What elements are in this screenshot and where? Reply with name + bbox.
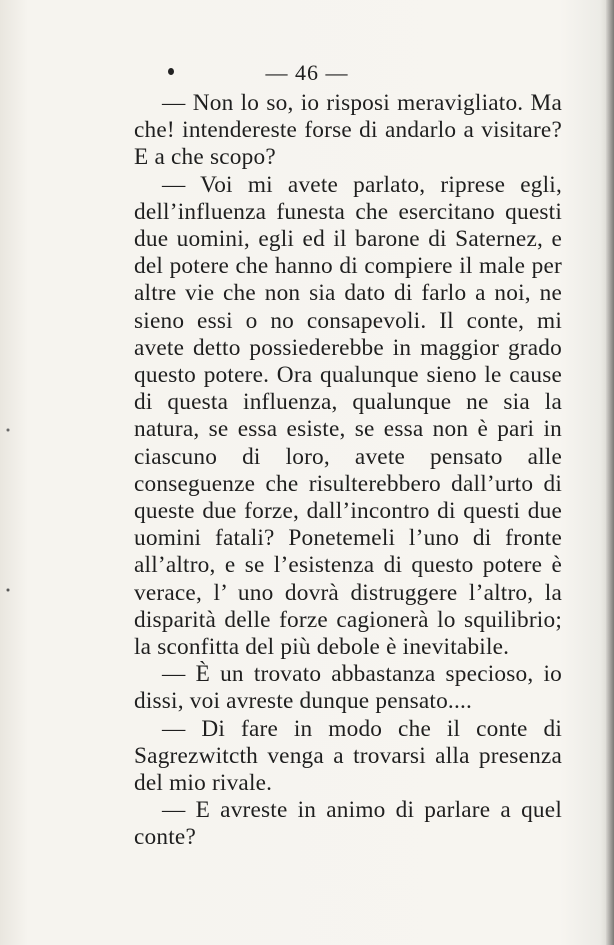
page-number: — 46 — <box>265 60 349 85</box>
paragraph: — Voi mi avete parlato, riprese egli, dell’influenza funesta che esercitano questi due uomini, egli ed il barone di Saternez, e del potere che hanno di compiere il male per altre vie che non sia dato di farlo a noi, ne sieno essi o no consapevoli. Il conte, mi avete detto possiederebbe in maggior grado questo potere. Ora qualunque sieno le cause di questa influenza, qualunque ne sia la natura, se essa esiste, se essa non è pari in ciascuno di loro, avete pensato alle conseguenze che risulterebbero dall’urto di queste due forze, dall’incontro di questi due uomini fatali? Ponetemeli l’uno di fronte all’altro, e se l’esistenza di questo potere è verace, l’ uno dovrà distruggere l’altro, la disparità delle forze cagionerà lo squilibrio; la sconfitta del più debole è inevitabile. <box>134 171 562 661</box>
paragraph: — Di fare in modo che il conte di Sagrezwitcth venga a trovarsi alla presenza del mio rivale. <box>134 715 562 797</box>
page-header <box>0 60 614 86</box>
ink-dot-mark <box>168 68 174 75</box>
page-edge-shadow <box>606 0 614 945</box>
paragraph: — Non lo so, io risposi meravigliato. Ma che! intendereste forse di andarlo a visitare? E a che scopo? <box>134 90 562 171</box>
paragraph: — E avreste in animo di parlare a quel conte? <box>134 797 562 851</box>
paper-specks <box>6 420 10 620</box>
body-text <box>134 90 562 852</box>
paragraph: — È un trovato abbastanza specioso, io dissi, voi avreste dunque pensato.... <box>134 661 562 715</box>
